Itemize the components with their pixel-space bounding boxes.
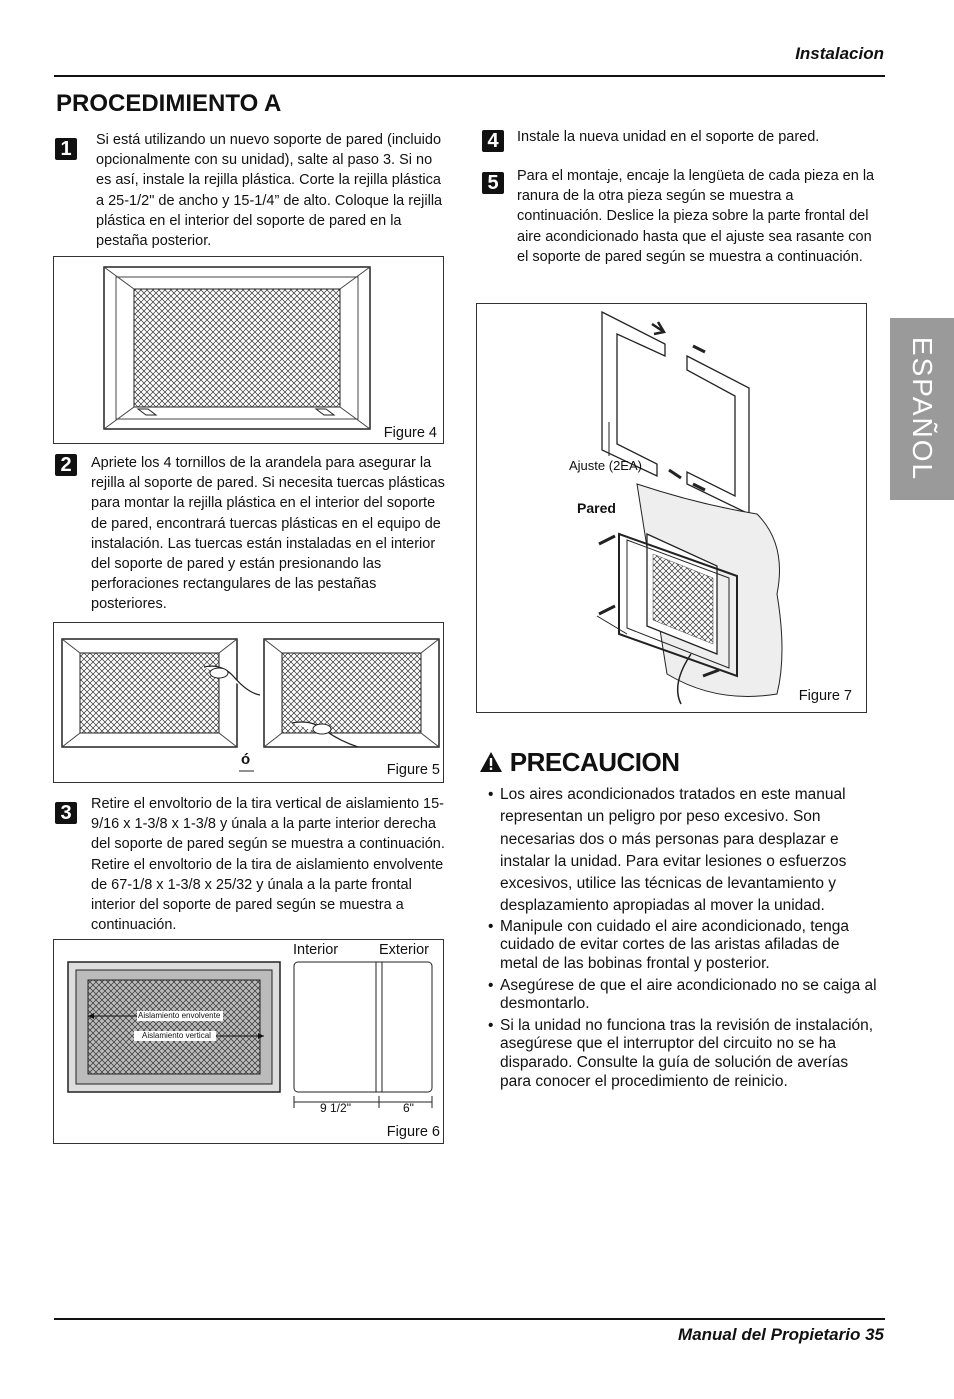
caution-title: PRECAUCION (509, 747, 680, 777)
figure-5-or: ó (241, 751, 251, 768)
caution-list (488, 784, 878, 1091)
step-number-2: 2 (55, 454, 77, 476)
footer-text: Manual del Propietario 35 (678, 1325, 884, 1344)
caution-heading (479, 747, 680, 778)
step-text-3: Retire el envoltorio de la tira vertical de aislamiento 15-9/16 x 1-3/8 x 1-3/8 y únala a la parte interior derecha del soporte de pared según se muestra a continuación. Retire el envoltorio de la tira de aislamiento envolvente de 67-1/8 x 1-3/8 x 25/32 y únala a la parte frontal interior del soporte de pared según se muestra a continuación. (91, 796, 445, 934)
figure-6-illustration (54, 940, 443, 1143)
caution-item-4: • Si la unidad no funciona tras la revisión de instalación, asegúrese que el interruptor del circuito no se ha disparado. Consulte la guía de solución de averías para conocer el procedimiento de reinicio. (488, 1017, 878, 1091)
caution-item-1: • Los aires acondicionados tratados en este manual representan un peligro por peso excesivo. Son necesarias dos o más personas para desplazar e instalar la unidad. Para evitar lesiones o esfuerzos excesivos, utilice las técnicas de levantamiento y desplazamiento apropiadas al mover la unidad. (488, 784, 878, 918)
step-number-5: 5 (482, 172, 504, 194)
step-text-2: Apriete los 4 tornillos de la arandela para asegurar la rejilla al soporte de pared. Si necesita tuercas plásticas para montar la rejilla plástica en el interior del soporte de pared, encontrará tuercas plásticas en el equipo de instalación. Las tuercas están instaladas en el interior del soporte de pared y están presionando las perforaciones rectangulares de las pestañas posteriores. (91, 455, 445, 613)
figure-7 (476, 303, 867, 713)
figure-6-label: Figure 6 (386, 1124, 440, 1140)
language-tab (890, 318, 954, 500)
footer-rule (54, 1318, 885, 1320)
interior-dimension: 9 1/2" (320, 1101, 351, 1115)
step-number-4: 4 (482, 130, 504, 152)
figure-5 (53, 622, 444, 783)
wrap-strip-label: Aislamiento envolvente (138, 1011, 221, 1020)
warning-icon (479, 751, 503, 773)
page-title: PROCEDIMIENTO A (56, 90, 282, 117)
figure-4-label: Figure 4 (383, 425, 437, 441)
wall-label: Pared (577, 500, 616, 516)
figure-4 (53, 256, 444, 444)
section-header: Instalacion (795, 44, 884, 63)
header-rule (54, 75, 885, 77)
interior-label: Interior (293, 942, 339, 958)
exterior-dimension: 6" (403, 1101, 414, 1115)
caution-item-3: • Asegúrese de que el aire acondicionado no se caiga al desmontarlo. (488, 977, 878, 1014)
step-number-3: 3 (55, 802, 77, 824)
figure-7-illustration (477, 304, 866, 712)
step-text-1: Si está utilizando un nuevo soporte de pared (incluido opcionalmente con su unidad), salte al paso 3. Si no es así, instale la rejilla plástica. Corte la rejilla plástica a 25-1/2" de ancho y 15-1/4” de alto. Coloque la rejilla plástica en el interior del soporte de pared en la pestaña posterior. (96, 132, 443, 250)
vertical-strip-label: Aislamiento vertical (142, 1031, 211, 1040)
language-tab-label: ESPAÑOL (907, 336, 938, 482)
step-text-4: Instale la nueva unidad en el soporte de pared. (517, 129, 820, 145)
figure-5-label: Figure 5 (386, 762, 440, 778)
step-number-1: 1 (55, 138, 77, 160)
step-text-5: Para el montaje, encaje la lengüeta de cada pieza en la ranura de la otra pieza según se muestra a continuación. Deslice la pieza sobre la parte frontal del aire acondicionado hasta que el ajuste sea rasante con el soporte de pared según se muestra a continuación. (517, 168, 875, 265)
exterior-label: Exterior (379, 942, 429, 958)
figure-7-label: Figure 7 (798, 688, 852, 704)
figure-6 (53, 939, 444, 1144)
adjust-label: Ajuste (2EA) (569, 458, 642, 473)
caution-item-2: • Manipule con cuidado el aire acondicionado, tenga cuidado de evitar cortes de las aristas afiladas de metal de las bobinas frontal y posterior. (488, 918, 878, 974)
figure-4-illustration (54, 257, 443, 443)
